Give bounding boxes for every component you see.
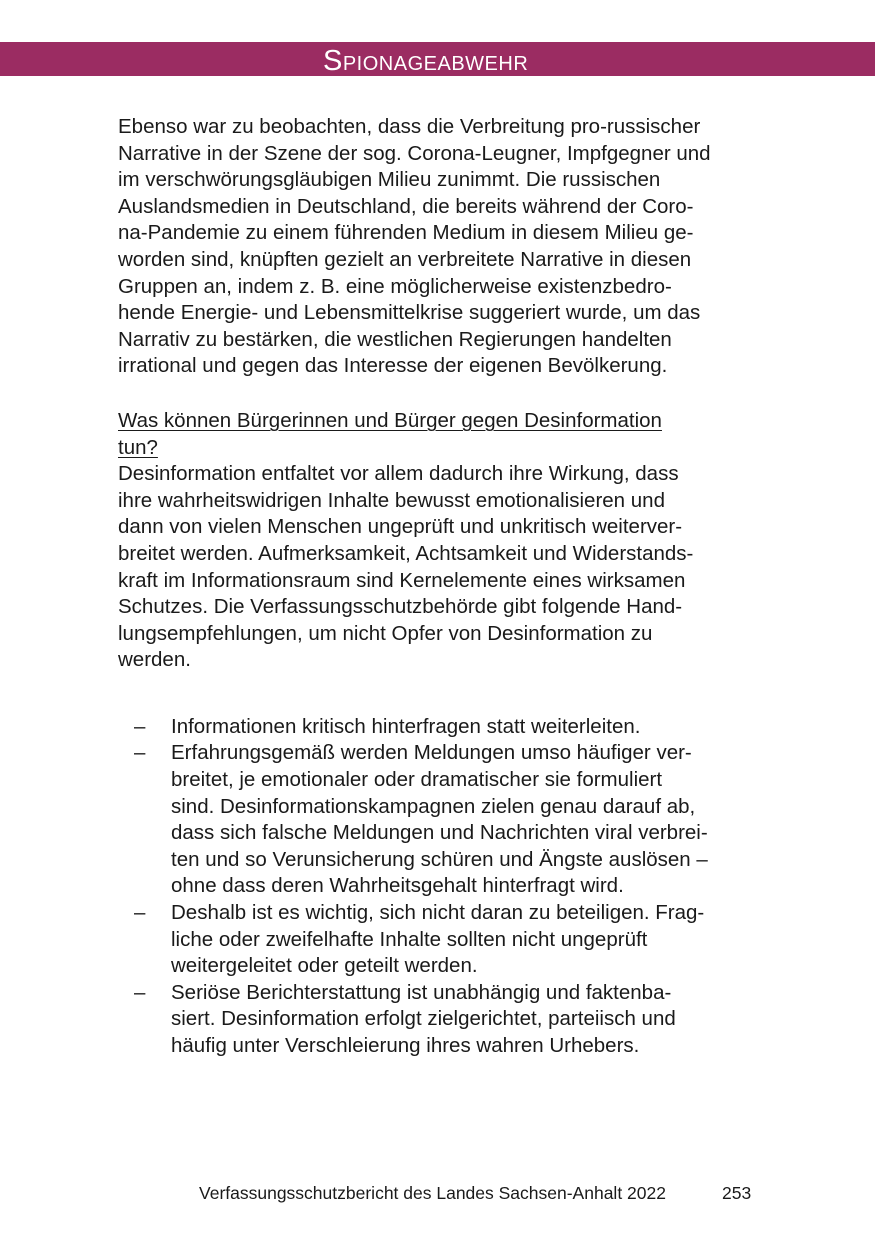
list-item: [118, 740, 758, 900]
list-item-text: Deshalb ist es wichtig, sich nicht daran zu beteiligen. Frag- liche oder zweifelhafte Inhalte sollten nicht ungeprüft weitergeleitet oder geteilt werden.: [171, 901, 705, 978]
section-title: Spionageabwehr: [323, 45, 529, 77]
recommendations-list: [118, 714, 758, 1060]
list-dash: –: [134, 980, 146, 1004]
list-item-text: Erfahrungsgemäß werden Meldungen umso häufiger ver- breitet, je emotionaler oder dramatischer sie formuliert sind. Desinformationskampagnen zielen genau darauf ab, dass sich falsche Meldungen und Nachrichten viral verbrei- ten und so Verunsicherung schüren und Ängste auslösen – ohne dass deren Wahrheitsgehalt hinterfragt wird.: [171, 741, 708, 898]
body-paragraph-2: Desinformation entfaltet vor allem dadurch ihre Wirkung, dass ihre wahrheitswidrigen Inhalte bewusst emotionalisieren und dann von vielen Menschen ungeprüft und unkritisch weiterver- breitet werden. Aufmerksamkeit, Achtsamkeit und Widerstands- kraft im Informationsraum sind Kernelemente eines wirksamen Schutzes. Die Verfassungsschutzbehörde gibt folgende Hand- lungsempfehlungen, um nicht Opfer von Desinformation zu werden.: [118, 462, 694, 672]
body-paragraph-1: Ebenso war zu beobachten, dass die Verbreitung pro-russischer Narrative in der Szene der sog. Corona-Leugner, Impfgegner und im verschwörungsgläubigen Milieu zunimmt. Die russischen Auslandsmedien in Deutschland, die bereits während der Coro- na-Pandemie zu einem führenden Medium in diesem Milieu ge- worden sind, knüpften gezielt an verbreitete Narrative in diesen Gruppen an, indem z. B. eine möglicherweise existenzbedro- hende Energie- und Lebensmittelkrise suggeriert wurde, um das Narrativ zu bestärken, die westlichen Regierungen handelten irrational und gegen das Interesse der eigenen Bevölkerung.: [118, 115, 711, 378]
list-dash: –: [134, 741, 146, 765]
list-dash: –: [134, 714, 146, 738]
list-item: [118, 714, 758, 741]
list-item: [118, 980, 758, 1060]
subheading: Was können Bürgerinnen und Bürger gegen Desinformation tun?: [118, 408, 662, 459]
list-item: [118, 900, 758, 980]
list-item-text: Informationen kritisch hinterfragen statt weiterleiten.: [171, 714, 641, 738]
page-content: [118, 114, 758, 1060]
footer-title: Verfassungsschutzbericht des Landes Sachsen-Anhalt 2022: [199, 1183, 666, 1203]
list-item-text: Seriöse Berichterstattung ist unabhängig und faktenba- siert. Desinformation erfolgt zielgerichtet, parteiisch und häufig unter Verschleierung ihres wahren Urhebers.: [171, 980, 676, 1057]
list-dash: –: [134, 901, 146, 925]
page-number: 253: [722, 1183, 752, 1203]
